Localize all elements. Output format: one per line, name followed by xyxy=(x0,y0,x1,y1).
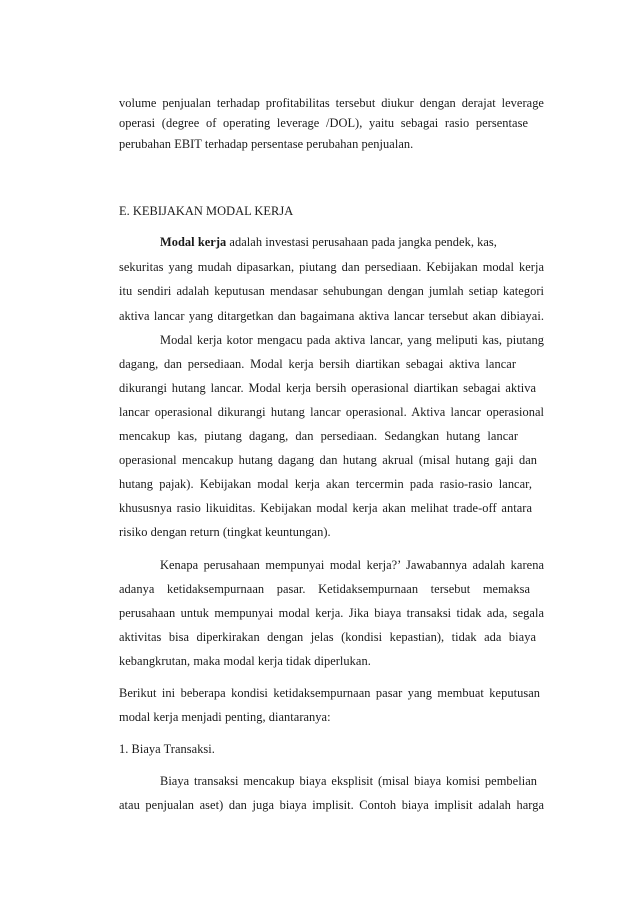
list-item-heading: 1. Biaya Transaksi. xyxy=(119,742,215,756)
text-line: risiko dengan return (tingkat keuntungan). xyxy=(119,525,331,539)
text-line: Berikut ini beberapa kondisi ketidaksempurnaan pasar yang membuat keputusan xyxy=(119,686,540,700)
text-line: sekuritas yang mudah dipasarkan, piutang dan persediaan. Kebijakan modal kerja xyxy=(119,260,544,274)
text-line: operasi (degree of operating leverage /DOL), yaitu sebagai rasio persentase xyxy=(119,116,528,130)
text-line: perusahaan untuk mempunyai modal kerja. Jika biaya transaksi tidak ada, segala xyxy=(119,606,544,620)
text-line: hutang pajak). Kebijakan modal kerja akan tercermin pada rasio-rasio lancar, xyxy=(119,477,532,491)
text-line: atau penjualan aset) dan juga biaya implisit. Contoh biaya implisit adalah harga xyxy=(119,798,544,812)
text-line: Modal kerja kotor mengacu pada aktiva lancar, yang meliputi kas, piutang xyxy=(160,333,544,347)
text-line: itu sendiri adalah keputusan mendasar sehubungan dengan jumlah setiap kategori xyxy=(119,284,544,298)
section-heading: E. KEBIJAKAN MODAL KERJA xyxy=(119,204,294,218)
text-line: khususnya rasio likuiditas. Kebijakan modal kerja akan melihat trade-off antara xyxy=(119,501,532,515)
text-line: modal kerja menjadi penting, diantaranya: xyxy=(119,710,331,724)
text-line: aktiva lancar yang ditargetkan dan bagaimana aktiva lancar tersebut akan dibiayai. xyxy=(119,309,544,323)
text-line: lancar operasional dikurangi hutang lancar operasional. Aktiva lancar operasional xyxy=(119,405,544,419)
text-line: Biaya transaksi mencakup biaya eksplisit (misal biaya komisi pembelian xyxy=(160,774,537,788)
text-line: volume penjualan terhadap profitabilitas tersebut diukur dengan derajat leverage xyxy=(119,96,544,110)
text-line: aktivitas bisa diperkirakan dengan jelas (kondisi kepastian), tidak ada biaya xyxy=(119,630,536,644)
text-line: dikurangi hutang lancar. Modal kerja bersih operasional diartikan sebagai aktiva xyxy=(119,381,536,395)
text-line xyxy=(160,234,497,250)
text-line: operasional mencakup hutang dagang dan hutang akrual (misal hutang gaji dan xyxy=(119,453,537,467)
text-line: mencakup kas, piutang dagang, dan persediaan. Sedangkan hutang lancar xyxy=(119,429,518,443)
text-line: dagang, dan persediaan. Modal kerja bersih diartikan sebagai aktiva lancar xyxy=(119,357,516,371)
text-line: kebangkrutan, maka modal kerja tidak diperlukan. xyxy=(119,654,371,668)
text-line: perubahan EBIT terhadap persentase perubahan penjualan. xyxy=(119,137,414,151)
bold-term: Modal kerja xyxy=(160,235,227,249)
text-line: adanya ketidaksempurnaan pasar. Ketidaksempurnaan tersebut memaksa xyxy=(119,582,530,596)
text-line: Kenapa perusahaan mempunyai modal kerja?’ Jawabannya adalah karena xyxy=(160,558,544,572)
text-span: adalah investasi perusahaan pada jangka pendek, kas, xyxy=(226,235,497,249)
